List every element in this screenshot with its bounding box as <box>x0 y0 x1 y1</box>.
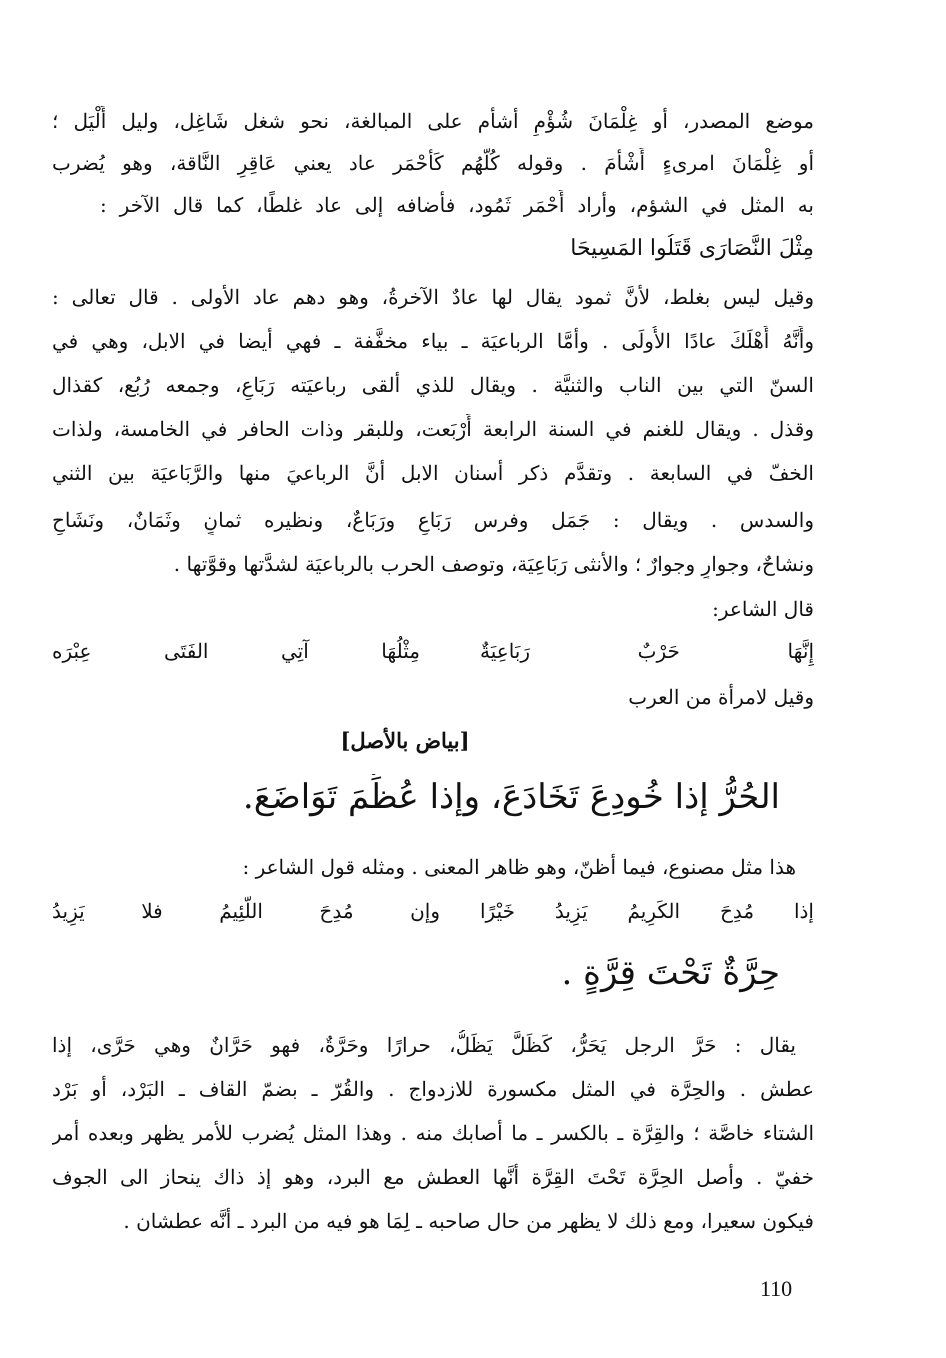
paragraph-line: الشتاء خاصَّة ؛ والقِرَّة ـ بالكسر ـ ما أصابك منه . وهذا المثل يُضرب للأمر يظهر وبعده أمر <box>52 1121 814 1145</box>
paragraph-line: والسدس . ويقال : جَمَل وفرس رَبَاعٍ ورَبَاعٌ، ونظيره ثمانٍ وثَمَانٌ، ونَشَاحٍ <box>52 508 814 532</box>
paragraph-line: عطش . والحِرَّة في المثل مكسورة للازدواج . والقُرّ ـ بضمّ القاف ـ البَرْد، أو بَرْد <box>52 1077 814 1101</box>
paragraph-line: السنّ التي بين الناب والثنيَّة . ويقال للذي ألقى رباعيَته رَبَاعٍ، وجمعه رُبُع، كقذال <box>52 373 814 397</box>
paragraph-line: موضع المصدر، أو غِلْمَانَ شُؤْمٍ أشأم على المبالغة، نحو شغل شَاغِل، وليل أَلْيَل ؛ <box>52 109 814 133</box>
proverb-title: حِرَّةٌ تَحْتَ قِرَّةٍ . <box>561 953 780 993</box>
verse-hemistich-left: مِثْلُهَا آتِي الفَتَى عِبْرَه <box>52 639 420 663</box>
verse-hemistich-left: وإن مُدِحَ اللَّئِيمُ فلا يَزِيدُ <box>52 899 440 923</box>
paragraph-line: وأَنَّهُ أَهْلَكَ عادًا الأُولَى . وأمَّا الرباعيَة ـ بياء مخفَّفة ـ فهي أيضا في الابل، وهي في <box>52 329 814 353</box>
verse-hemistich-right: إِنَّهَا حَرْبٌ رَبَاعِيَةٌ <box>480 639 814 663</box>
paragraph-line: هذا مثل مصنوع، فيما أظنّ، وهو ظاهر المعنى . ومثله قول الشاعر : <box>242 855 796 879</box>
paragraph-line: فيكون سعيرا، ومع ذلك لا يظهر من حال صاحبه ـ لِمَا هو فيه من البرد ـ أنَّه عطشان . <box>123 1209 814 1233</box>
paragraph-line: به المثل في الشؤم، وأراد أَحْمَر ثَمُود، فأضافه إلى عاد غلطًا، كما قال الآخر : <box>100 193 814 217</box>
paragraph-line: أو غِلْمَانَ امرىءٍ أَشْأَمَ . وقوله كُلُّهُم كَأَحْمَر عاد يعني عَاقِرِ النَّاقة، وهو يُضرب <box>52 151 814 175</box>
verse-line: مِثْلَ النَّصَارَى قَتَلُوا المَسِيحَا <box>570 236 814 261</box>
page-number: 110 <box>760 1276 793 1301</box>
paragraph-line: قال الشاعر: <box>712 597 814 621</box>
verse-hemistich-right: إذا مُدِحَ الكَرِيمُ يَزِيدُ خَيْرًا <box>480 899 814 923</box>
paragraph-line: وقيل لامرأة من العرب <box>628 685 814 709</box>
paragraph-line: وقيل ليس بغلط، لأنَّ ثمود يقال لها عادٌ الآخرةُ، وهو دهم عاد الأولى . قال تعالى : <box>52 285 814 309</box>
lacuna-heading: [بياض بالأصل] <box>340 728 470 753</box>
paragraph-line: وقذل . ويقال للغنم في السنة الرابعة أَرْبَعت، وللبقر وذات الحافر في الخامسة، ولذات <box>52 417 814 441</box>
paragraph-line: يقال : حَرَّ الرجل يَحَرُّ، كَظَلَّ يَظَلُّ، حرارًا وحَرَّةٌ، فهو حَرَّانٌ وهي حَرَّى، إذا <box>52 1033 796 1057</box>
proverb-title: الحُرُّ إذا خُودِعَ تَخَادَعَ، وإذا عُظِّمَ تَوَاضَعَ. <box>242 777 780 817</box>
paragraph-line: ونشاحٌ، وجوارٍ وجوارٌ ؛ والأنثى رَبَاعِيَة، وتوصف الحرب بالرباعيَة لشدَّتها وقوَّتها . <box>173 552 814 576</box>
paragraph-line: الخفّ في السابعة . وتقدَّم ذكر أسنان الابل أنَّ الرباعيَ منها والرَّبَاعيَة بين الثني <box>52 461 814 485</box>
paragraph-line: خفيّ . وأصل الحِرَّة تَحْتَ القِرَّة أنَّها العطش مع البرد، وهو إذ ذاك ينحاز الى الجوف <box>52 1165 814 1189</box>
